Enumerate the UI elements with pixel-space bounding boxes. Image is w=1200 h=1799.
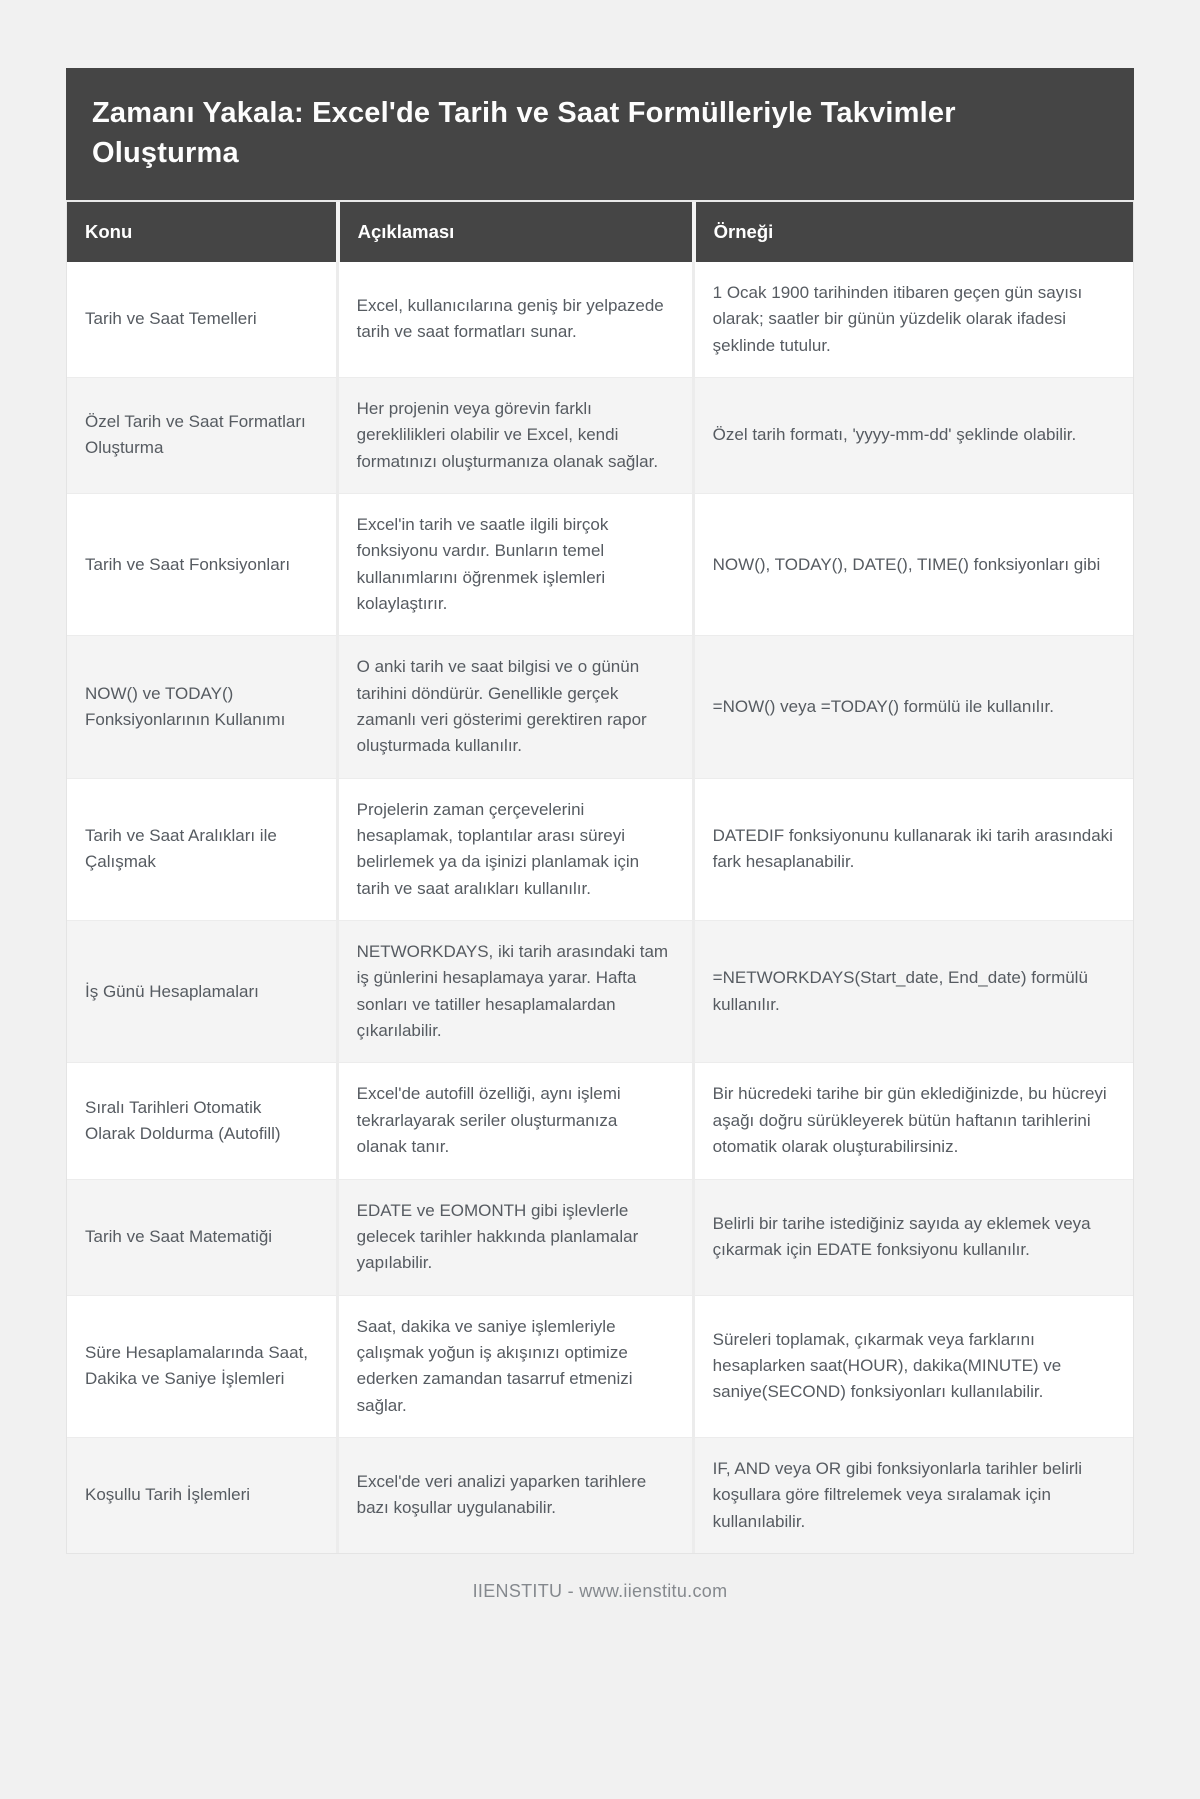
cell-konu: Tarih ve Saat Temelleri [67,262,336,377]
cell-konu: Koşullu Tarih İşlemleri [67,1437,336,1553]
cell-ornek: Belirli bir tarihe istediğiniz sayıda ay eklemek veya çıkarmak için EDATE fonksiyonu kullanılır. [692,1179,1133,1295]
cell-aciklama: Excel'in tarih ve saatle ilgili birçok fonksiyonu vardır. Bunların temel kullanımlarını öğrenmek işlemleri kolaylaştırır. [336,493,692,635]
cell-ornek: Bir hücredeki tarihe bir gün eklediğinizde, bu hücreyi aşağı doğru sürükleyerek bütün haftanın tarihlerini otomatik olarak oluşturabilirsiniz. [692,1062,1133,1178]
cell-aciklama: Excel, kullanıcılarına geniş bir yelpazede tarih ve saat formatları sunar. [336,262,692,377]
footer-text: IIENSTITU - www.iienstitu.com [472,1580,728,1601]
cell-aciklama: O anki tarih ve saat bilgisi ve o günün tarihini döndürür. Genellikle gerçek zamanlı veri gösterimi gerektiren rapor oluşturmada kullanılır. [336,635,692,777]
table-row [67,778,1133,920]
cell-konu: Tarih ve Saat Matematiği [67,1179,336,1295]
cell-ornek: IF, AND veya OR gibi fonksiyonlarla tarihler belirli koşullara göre filtrelemek veya sıralamak için kullanılabilir. [692,1437,1133,1553]
table-body [67,262,1133,1553]
cell-aciklama: Her projenin veya görevin farklı gereklilikleri olabilir ve Excel, kendi formatınızı oluşturmanıza olanak sağlar. [336,377,692,493]
table-row [67,920,1133,1062]
column-header-ornegi: Örneği [692,202,1133,262]
cell-ornek: =NOW() veya =TODAY() formülü ile kullanılır. [692,635,1133,777]
cell-aciklama: Excel'de autofill özelliği, aynı işlemi tekrarlayarak seriler oluşturmanıza olanak tanır. [336,1062,692,1178]
table-row [67,377,1133,493]
cell-ornek: NOW(), TODAY(), DATE(), TIME() fonksiyonları gibi [692,493,1133,635]
cell-konu: Süre Hesaplamalarında Saat, Dakika ve Saniye İşlemleri [67,1295,336,1437]
table-row [67,1179,1133,1295]
topics-table [66,202,1134,1554]
cell-aciklama: Projelerin zaman çerçevelerini hesaplamak, toplantılar arası süreyi belirlemek ya da işinizi planlamak için tarih ve saat aralıkları kullanılır. [336,778,692,920]
table-row [67,262,1133,377]
cell-aciklama: Excel'de veri analizi yaparken tarihlere bazı koşullar uygulanabilir. [336,1437,692,1553]
cell-konu: Sıralı Tarihleri Otomatik Olarak Doldurma (Autofill) [67,1062,336,1178]
cell-ornek: 1 Ocak 1900 tarihinden itibaren geçen gün sayısı olarak; saatler bir günün yüzdelik olarak ifadesi şeklinde tutulur. [692,262,1133,377]
table-row [67,493,1133,635]
cell-ornek: Süreleri toplamak, çıkarmak veya farklarını hesaplarken saat(HOUR), dakika(MINUTE) ve saniye(SECOND) fonksiyonları kullanılabilir. [692,1295,1133,1437]
column-header-aciklamasi: Açıklaması [336,202,692,262]
cell-ornek: Özel tarih formatı, 'yyyy-mm-dd' şeklinde olabilir. [692,377,1133,493]
column-header-konu: Konu [67,202,336,262]
cell-aciklama: Saat, dakika ve saniye işlemleriyle çalışmak yoğun iş akışınızı optimize ederken zamandan tasarruf etmenizi sağlar. [336,1295,692,1437]
table-row [67,1062,1133,1178]
table-row [67,1437,1133,1553]
cell-ornek: DATEDIF fonksiyonunu kullanarak iki tarih arasındaki fark hesaplanabilir. [692,778,1133,920]
content-card [66,68,1134,1602]
cell-konu: Tarih ve Saat Fonksiyonları [67,493,336,635]
table-header-row [67,202,1133,262]
cell-konu: Özel Tarih ve Saat Formatları Oluşturma [67,377,336,493]
cell-konu: İş Günü Hesaplamaları [67,920,336,1062]
table-row [67,635,1133,777]
table-row [67,1295,1133,1437]
cell-konu: Tarih ve Saat Aralıkları ile Çalışmak [67,778,336,920]
cell-aciklama: EDATE ve EOMONTH gibi işlevlerle gelecek tarihler hakkında planlamalar yapılabilir. [336,1179,692,1295]
cell-aciklama: NETWORKDAYS, iki tarih arasındaki tam iş günlerini hesaplamaya yarar. Hafta sonları ve tatiller hesaplamalardan çıkarılabilir. [336,920,692,1062]
page-title: Zamanı Yakala: Excel'de Tarih ve Saat Formülleriyle Takvimler Oluşturma [66,68,1134,202]
cell-konu: NOW() ve TODAY() Fonksiyonlarının Kullanımı [67,635,336,777]
cell-ornek: =NETWORKDAYS(Start_date, End_date) formülü kullanılır. [692,920,1133,1062]
